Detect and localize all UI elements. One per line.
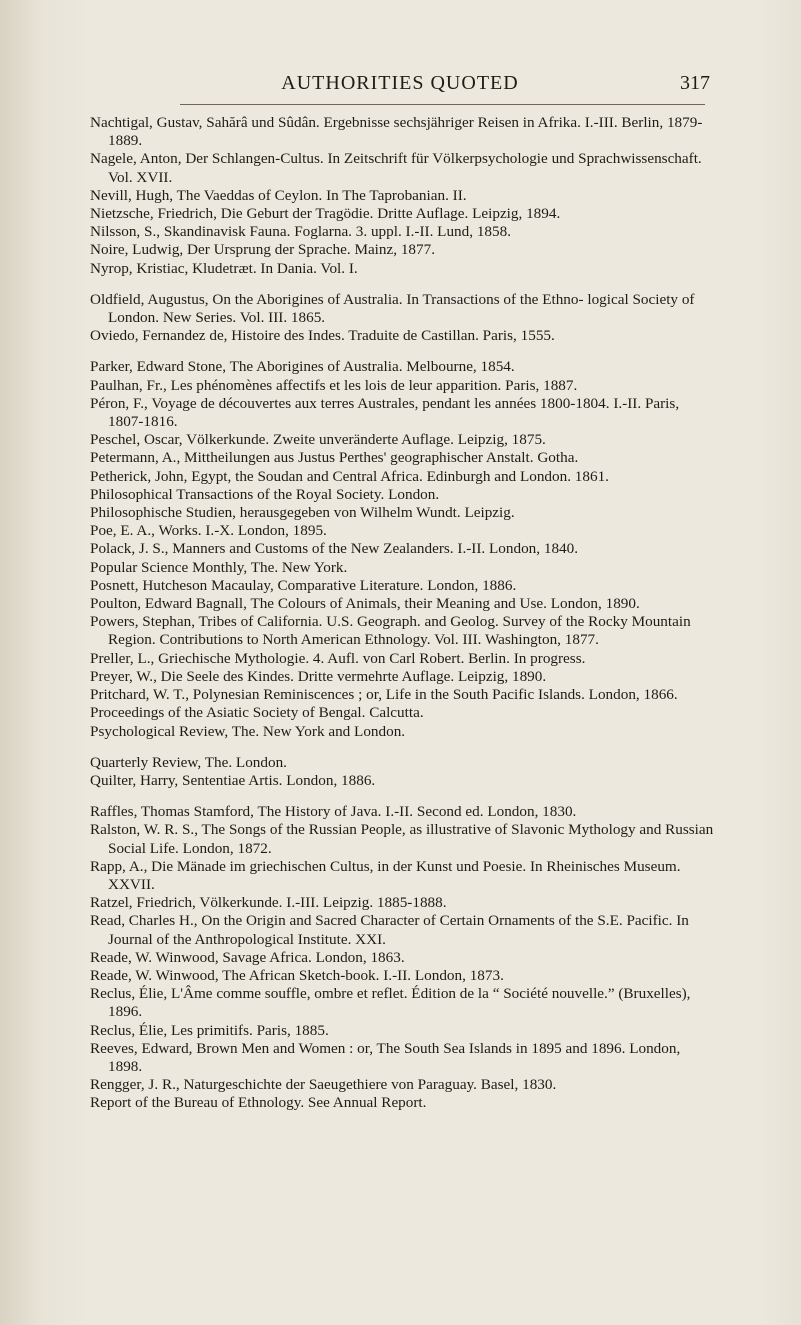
bibliography-entry: Nagele, Anton, Der Schlangen-Cultus. In Zeitschrift für Völkerpsychologie und Sprachwissenschaft. Vol. XVII. [90, 150, 702, 186]
bibliography-entry: Poulton, Edward Bagnall, The Colours of Animals, their Meaning and Use. London, 1890. [90, 595, 640, 613]
bibliography-entry: Petherick, John, Egypt, the Soudan and Central Africa. Edinburgh and London. 1861. [90, 467, 609, 485]
bibliography-entry: Ralston, W. R. S., The Songs of the Russian People, as illustrative of Slavonic Mythology and Russian Social Life. London, 1872. [90, 821, 714, 857]
bibliography-entry: Oviedo, Fernandez de, Histoire des Indes. Traduite de Castillan. Paris, 1555. [90, 327, 555, 345]
bibliography-entry: Nachtigal, Gustav, Sahărâ und Sûdân. Ergebnisse sechsjähriger Reisen in Afrika. I.-III. Berlin, 1879-1889. [90, 114, 703, 150]
bibliography-entry: Reade, W. Winwood, The African Sketch-book. I.-II. London, 1873. [90, 966, 504, 984]
bibliography-entry: Popular Science Monthly, The. New York. [90, 558, 348, 576]
bibliography-entry: Reeves, Edward, Brown Men and Women : or, The South Sea Islands in 1895 and 1896. London, 1898. [90, 1039, 681, 1075]
bibliography-entry: Rengger, J. R., Naturgeschichte der Saeugethiere von Paraguay. Basel, 1830. [90, 1076, 557, 1094]
bibliography-list [90, 114, 715, 1113]
bibliography-entry: Read, Charles H., On the Origin and Sacred Character of Certain Ornaments of the S.E. Pacific. In Journal of the Anthropological Institute. XXI. [90, 912, 689, 948]
bibliography-entry: Nietzsche, Friedrich, Die Geburt der Tragödie. Dritte Auflage. Leipzig, 1894. [90, 205, 561, 223]
bibliography-entry: Rapp, A., Die Mänade im griechischen Cultus, in der Kunst und Poesie. In Rheinisches Museum. XXVII. [90, 857, 681, 893]
bibliography-entry: Posnett, Hutcheson Macaulay, Comparative Literature. London, 1886. [90, 576, 517, 594]
bibliography-entry: Preller, L., Griechische Mythologie. 4. Aufl. von Carl Robert. Berlin. In progress. [90, 649, 586, 667]
bibliography-entry: Psychological Review, The. New York and London. [90, 722, 406, 740]
bibliography-entry: Noire, Ludwig, Der Ursprung der Sprache. Mainz, 1877. [90, 241, 436, 259]
bibliography-entry: Nevill, Hugh, The Vaeddas of Ceylon. In The Taprobanian. II. [90, 186, 467, 204]
running-title: AUTHORITIES QUOTED [281, 72, 519, 94]
bibliography-entry: Nilsson, S., Skandinavisk Fauna. Foglarna. 3. uppl. I.-II. Lund, 1858. [90, 223, 512, 241]
bibliography-entry: Proceedings of the Asiatic Society of Bengal. Calcutta. [90, 704, 424, 722]
bibliography-entry: Polack, J. S., Manners and Customs of the New Zealanders. I.-II. London, 1840. [90, 540, 579, 558]
bibliography-entry: Nyrop, Kristiac, Kludetræt. In Dania. Vol. I. [90, 259, 358, 277]
bibliography-entry: Peschel, Oscar, Völkerkunde. Zweite unveränderte Auflage. Leipzig, 1875. [90, 431, 546, 449]
bibliography-entry: Petermann, A., Mittheilungen aus Justus Perthes' geographischer Anstalt. Gotha. [90, 449, 579, 467]
bibliography-entry: Paulhan, Fr., Les phénomènes affectifs et les lois de leur apparition. Paris, 1887. [90, 376, 578, 394]
bibliography-entry: Pritchard, W. T., Polynesian Reminiscences ; or, Life in the South Pacific Islands. London, 1866. [90, 686, 678, 704]
bibliography-entry: Raffles, Thomas Stamford, The History of Java. I.-II. Second ed. London, 1830. [90, 803, 577, 821]
bibliography-entry: Parker, Edward Stone, The Aborigines of Australia. Melbourne, 1854. [90, 358, 515, 376]
bibliography-entry: Reade, W. Winwood, Savage Africa. London, 1863. [90, 948, 405, 966]
bibliography-entry: Philosophical Transactions of the Royal Society. London. [90, 485, 440, 503]
bibliography-entry: Powers, Stephan, Tribes of California. U.S. Geograph. and Geolog. Survey of the Rocky Mountain Region. Contributions to North American Ethnology. Vol. III. Washington, 1877. [90, 613, 691, 649]
bibliography-entry: Reclus, Élie, Les primitifs. Paris, 1885. [90, 1021, 329, 1039]
bibliography-entry: Philosophische Studien, herausgegeben von Wilhelm Wundt. Leipzig. [90, 504, 515, 522]
bibliography-entry: Péron, F., Voyage de découvertes aux terres Australes, pendant les années 1800-1804. I.-II. Paris, 1807-1816. [90, 394, 680, 431]
bibliography-entry: Quilter, Harry, Sententiae Artis. London, 1886. [90, 771, 376, 789]
bibliography-entry: Preyer, W., Die Seele des Kindes. Dritte vermehrte Auflage. Leipzig, 1890. [90, 667, 547, 685]
bibliography-entry: Report of the Bureau of Ethnology. See Annual Report. [90, 1094, 427, 1112]
bibliography-entry: Quarterly Review, The. London. [90, 753, 287, 771]
bibliography-entry: Poe, E. A., Works. I.-X. London, 1895. [90, 522, 327, 540]
bibliography-entry: Oldfield, Augustus, On the Aborigines of Australia. In Transactions of the Ethno- logical Society of London. New Series. Vol. III. 1865. [90, 290, 695, 327]
page-number: 317 [680, 72, 710, 94]
header-rule [180, 104, 705, 105]
bibliography-entry: Reclus, Élie, L'Âme comme souffle, ombre et reflet. Édition de la “ Société nouvelle.” (Bruxelles), 1896. [90, 985, 691, 1021]
page-header [90, 72, 710, 98]
bibliography-entry: Ratzel, Friedrich, Völkerkunde. I.-III. Leipzig. 1885-1888. [90, 894, 447, 912]
